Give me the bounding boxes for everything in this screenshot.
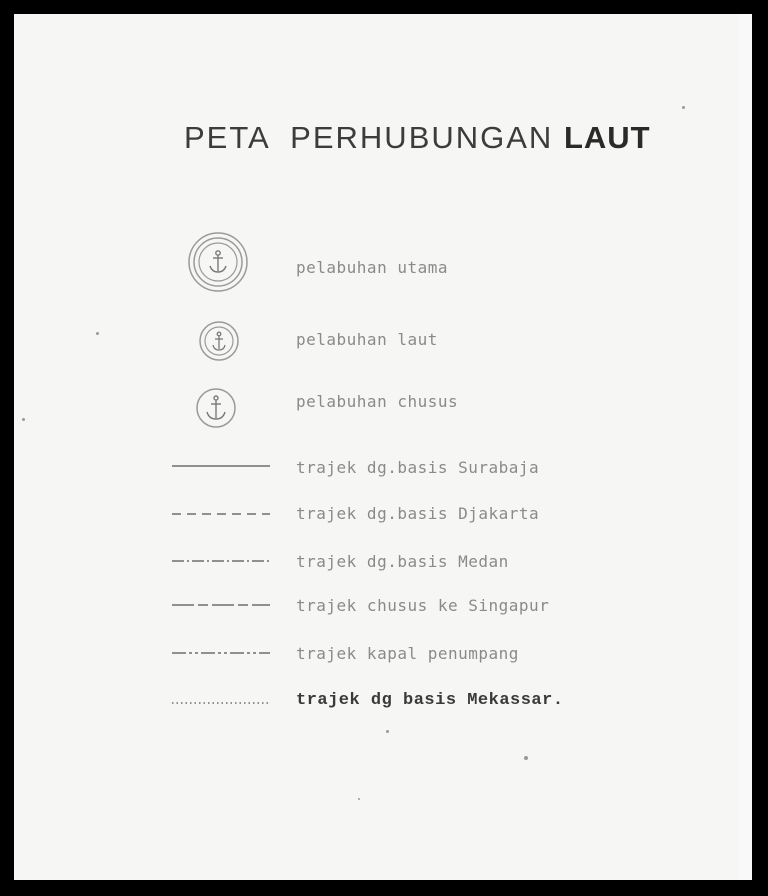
anchor-triple-ring-icon bbox=[186, 230, 250, 294]
legend-label-route-medan: trajek dg.basis Medan bbox=[296, 552, 509, 571]
scan-edge bbox=[738, 14, 752, 880]
legend-label-route-mekassar: trajek dg basis Mekassar. bbox=[296, 691, 564, 710]
scan-speck bbox=[96, 332, 99, 335]
anchor-double-ring-icon bbox=[198, 320, 240, 362]
legend-label-route-kapal-penumpang: trajek kapal penumpang bbox=[296, 644, 519, 663]
map-title-main: PETA PERHUBUNGAN bbox=[184, 120, 554, 155]
scan-speck bbox=[22, 418, 25, 421]
scan-speck bbox=[682, 106, 685, 109]
legend-label-route-djakarta: trajek dg.basis Djakarta bbox=[296, 504, 540, 523]
anchor-single-ring-icon bbox=[194, 386, 238, 430]
legend-label-route-surabaja: trajek dg.basis Surabaja bbox=[296, 458, 540, 477]
scan-speck bbox=[524, 756, 528, 760]
route-line-dotted bbox=[172, 700, 272, 706]
legend-label-pelabuhan-chusus: pelabuhan chusus bbox=[296, 392, 459, 411]
legend-label-route-singapur: trajek chusus ke Singapur bbox=[296, 596, 550, 615]
route-line-long-dash bbox=[172, 602, 272, 608]
map-title-laut: LAUT bbox=[563, 120, 651, 155]
scan-speck bbox=[358, 798, 360, 800]
legend-label-pelabuhan-utama: pelabuhan utama bbox=[296, 258, 448, 277]
legend-label-pelabuhan-laut: pelabuhan laut bbox=[296, 330, 438, 349]
route-line-dash-dot-dot bbox=[172, 650, 272, 656]
route-line-solid bbox=[172, 463, 272, 469]
route-line-dashed bbox=[172, 511, 272, 517]
scan-speck bbox=[386, 730, 389, 733]
route-line-dash-dot bbox=[172, 558, 272, 564]
legend-page bbox=[14, 14, 738, 880]
map-title bbox=[184, 120, 651, 156]
